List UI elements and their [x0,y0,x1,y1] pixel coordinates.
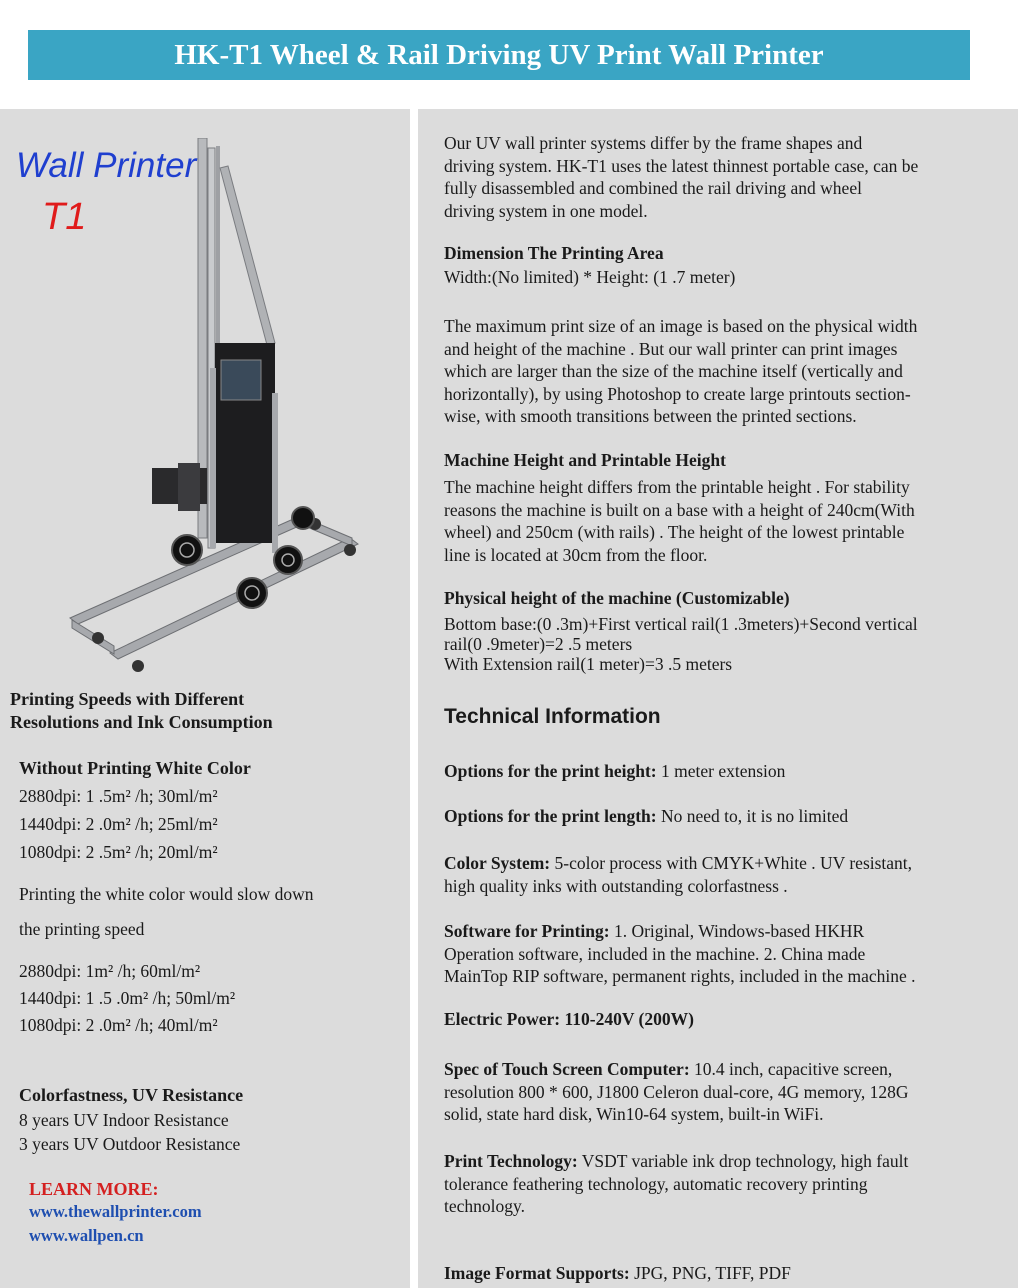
print-technology-value-3: technology. [444,1196,525,1216]
intro-line: Our UV wall printer systems differ by the frame shapes and [444,133,863,153]
color-system-label: Color System: [444,853,551,873]
resistance-list [19,1108,240,1156]
intro-line: fully disassembled and combined the rail driving and wheel [444,178,862,198]
machine-height-paragraph [444,476,915,566]
max-size-line: horizontally), by using Photoshop to create large printouts section- [444,383,911,404]
color-system-value: 5-color process with CMYK+White . UV resistant, [550,853,913,873]
electric-power-value: 110-240V (200W) [560,1009,694,1029]
machine-height-heading: Machine Height and Printable Height [444,450,726,470]
white-note [19,877,314,947]
speeds-heading-line1: Printing Speeds with Different [10,689,245,709]
intro-line: driving system. HK-T1 uses the latest thinnest portable case, can be [444,155,919,176]
software-value-2: Operation software, included in the machine. 2. China made [444,943,866,964]
color-system-value-2: high quality inks with outstanding colorfastness . [444,875,788,896]
software-value: 1. Original, Windows-based HKHR [609,921,865,941]
no-white-heading: Without Printing White Color [19,758,251,778]
intro-paragraph [444,132,918,222]
touch-screen-spec-value-3: solid, state hard disk, Win10-64 system, built-in WiFi. [444,1104,824,1124]
machine-height-line: wheel) and 250cm (with rails) . The height of the lowest printable [444,522,905,542]
speeds-heading [10,688,273,734]
physical-height-line: rail(0 .9meter)=2 .5 meters [444,634,633,654]
machine-height-line: line is located at 30cm from the floor. [444,544,708,565]
white-note-line2: the printing speed [19,919,145,939]
max-size-line: and height of the machine . But our wall printer can print images [444,338,898,359]
touch-screen-spec-value: 10.4 inch, capacitive screen, [689,1059,893,1079]
speeds-heading-line2: Resolutions and Ink Consumption [10,712,273,732]
physical-height-paragraph [444,614,918,674]
no-white-list [19,782,218,866]
image-format-value: JPG, PNG, TIFF, PDF [629,1263,791,1283]
brand-name: Wall Printer [16,146,197,185]
image-format-label: Image Format Supports: [444,1263,630,1283]
white-list [19,958,235,1039]
white-item: 1440dpi: 1 .5 .0m² /h; 50ml/m² [19,988,236,1008]
technical-information-heading: Technical Information [444,705,661,728]
colorfastness-heading: Colorfastness, UV Resistance [19,1085,244,1105]
color-system [444,852,912,897]
website-link-2[interactable]: www.wallpen.cn [29,1226,144,1245]
print-technology-label: Print Technology: [444,1151,578,1171]
touch-screen-spec-value-2: resolution 800 * 600, J1800 Celeron dual-core, 4G memory, 128G [444,1081,909,1102]
outdoor-resistance: 3 years UV Outdoor Resistance [19,1134,241,1154]
print-length-value: No need to, it is no limited [656,806,849,826]
print-height-value: 1 meter extension [656,761,786,781]
website-link-1[interactable]: www.thewallprinter.com [29,1202,202,1221]
no-white-item: 1080dpi: 2 .5m² /h; 20ml/m² [19,842,218,862]
white-item: 1080dpi: 2 .0m² /h; 40ml/m² [19,1015,218,1035]
print-height-label: Options for the print height: [444,761,657,781]
print-length-option [444,805,848,828]
dimension-heading: Dimension The Printing Area [444,243,664,263]
physical-height-heading: Physical height of the machine (Customizable) [444,588,790,608]
wall-printer-illustration [60,138,360,678]
print-technology-value: VSDT variable ink drop technology, high fault [577,1151,909,1171]
software [444,920,915,988]
machine-height-line: reasons the machine is built on a base with a height of 240cm(With [444,499,915,520]
print-technology-value-2: tolerance feathering technology, automatic recovery printing [444,1173,868,1194]
physical-height-line: With Extension rail(1 meter)=3 .5 meters [444,654,733,674]
no-white-item: 2880dpi: 1 .5m² /h; 30ml/m² [19,786,218,806]
max-size-line: The maximum print size of an image is based on the physical width [444,316,918,336]
max-size-line: wise, with smooth transitions between the printed sections. [444,406,857,426]
intro-line: driving system in one model. [444,200,648,221]
software-label: Software for Printing: [444,921,610,941]
software-value-3: MainTop RIP software, permanent rights, included in the machine . [444,966,916,986]
electric-power [444,1008,694,1031]
machine-height-line: The machine height differs from the printable height . For stability [444,477,910,497]
brand-model: T1 [42,196,87,238]
white-item: 2880dpi: 1m² /h; 60ml/m² [19,961,201,981]
electric-power-label: Electric Power: [444,1009,561,1029]
print-technology [444,1150,908,1218]
print-length-label: Options for the print length: [444,806,657,826]
white-note-line1: Printing the white color would slow down [19,884,314,904]
max-size-paragraph [444,315,917,428]
touch-screen-spec [444,1058,908,1126]
print-height-option [444,760,785,783]
touch-screen-spec-label: Spec of Touch Screen Computer: [444,1059,690,1079]
indoor-resistance: 8 years UV Indoor Resistance [19,1110,229,1130]
dimension-text: Width:(No limited) * Height: (1 .7 meter) [444,267,736,287]
max-size-line: which are larger than the size of the machine itself (vertically and [444,361,903,381]
physical-height-line: Bottom base:(0 .3m)+First vertical rail(1 .3meters)+Second vertical [444,614,918,634]
page-title-banner: HK-T1 Wheel & Rail Driving UV Print Wall Printer [28,30,970,80]
learn-more-label: LEARN MORE: [29,1179,159,1199]
no-white-item: 1440dpi: 2 .0m² /h; 25ml/m² [19,814,218,834]
image-format [444,1262,791,1285]
